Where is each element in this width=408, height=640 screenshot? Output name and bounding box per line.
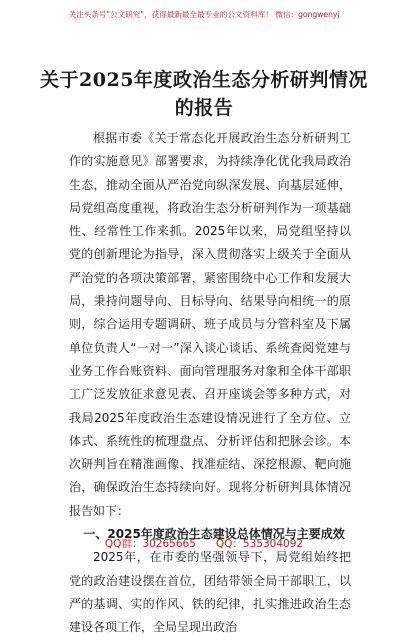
section-paragraph: 2025年，在市委的坚强领导下，局党组始终把党的政治建设摆在首位，团结带领全局干部职工，以严的基调、实的作风、铁的纪律，扎实推进政治生态建设各项工作，全局呈现出政治 bbox=[69, 550, 351, 635]
document-body bbox=[69, 127, 351, 640]
footer bbox=[0, 536, 408, 551]
document-title: 关于2025年度政治生态分析研判情况的报告 bbox=[40, 69, 368, 119]
footer-qq-group: QQ群：30265665 bbox=[104, 538, 196, 550]
footer-qq: QQ：535304092 bbox=[215, 538, 304, 550]
top-banner: 关注头条号"公文研究"，获得最新最全最专业的公文资料库！ 微信：gongwenyj bbox=[68, 10, 340, 19]
section-heading: 一、2025年度政治生态建设总体情况与主要成效 bbox=[83, 527, 345, 542]
intro-paragraph: 根据市委《关于常态化开展政治生态分析研判工作的实施意见》部署要求，为持续净化优化我局政治生态，推动全面从严治党向纵深发展、向基层延伸，局党组高度重视，将政治生态分析研判作为一项基础性、经常性工作来抓。2025年以来，局党组坚持以党的创新理论为指导，深入贯彻落实上级关于全面从严治党的各项决策部署，紧密围绕中心工作和发展大局，秉持问题导向、目标导向、结果导向相统一的原则，综合运用专题调研、班子成员与分管科室及下属单位负责人“一对一”深入谈心谈话、系统查阅党建与业务工作台账资料、面向管理服务对象和全体干部职工广泛发放征求意见表、召开座谈会等多种方式，对我局2025年度政治生态建设情况进行了全方位、立体式、系统性的梳理盘点、分析评估和把脉会诊。本次研判旨在精准画像、找准症结、深挖根源、靶向施治，确保政治生态持续向好。现将分析研判具体情况报告如下： bbox=[69, 131, 351, 518]
